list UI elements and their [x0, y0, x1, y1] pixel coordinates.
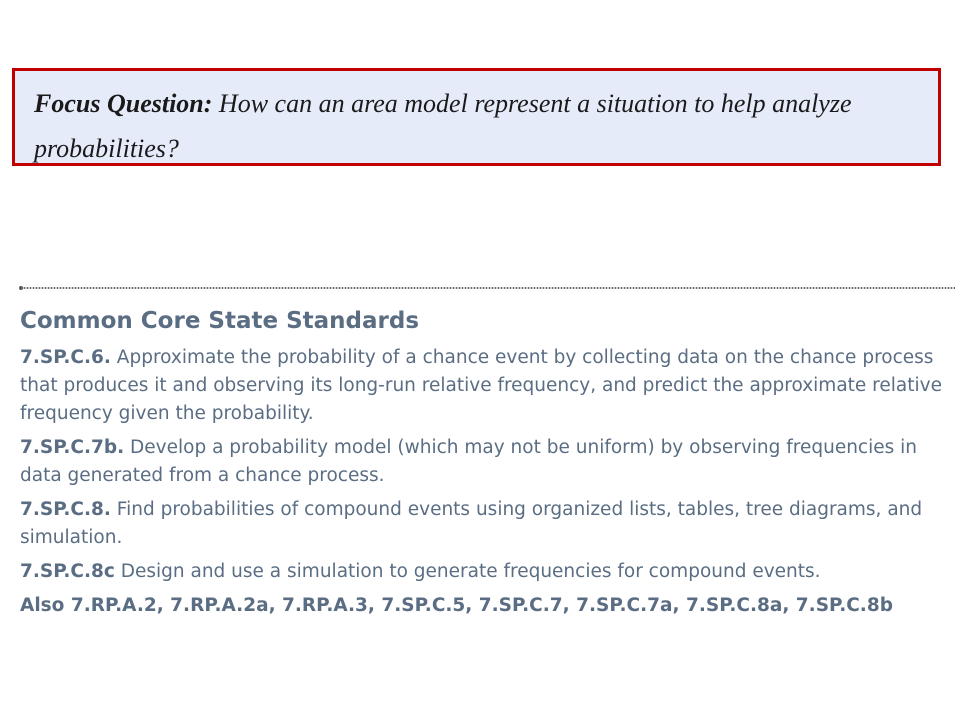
standard-code: 7.SP.C.8. — [20, 499, 111, 520]
also-standards: Also 7.RP.A.2, 7.RP.A.2a, 7.RP.A.3, 7.SP.C.5, 7.SP.C.7, 7.SP.C.7a, 7.SP.C.8a, 7.SP.C.8b — [20, 595, 893, 616]
focus-question-label: Focus Question: — [34, 89, 213, 118]
standard-item-7-sp-c-7b — [20, 434, 955, 490]
dotted-divider — [20, 286, 955, 290]
focus-question-box — [12, 68, 941, 166]
standards-title: Common Core State Standards — [20, 308, 420, 334]
focus-question-body: How can an area model represent a situation to help analyze probabilities? — [34, 89, 852, 163]
standard-text: Approximate the probability of a chance event by collecting data on the chance process that produces it and observing its long-run relative frequency, and predict the approximate relative frequency given the probability. — [20, 347, 942, 424]
standard-code: 7.SP.C.7b. — [20, 437, 125, 458]
standard-text: Design and use a simulation to generate frequencies for compound events. — [114, 561, 821, 582]
standards-section — [20, 305, 955, 620]
standard-text: Develop a probability model (which may not be uniform) by observing frequencies in data generated from a chance process. — [20, 437, 918, 486]
standard-code: 7.SP.C.8c — [20, 561, 115, 582]
standard-text: Find probabilities of compound events using organized lists, tables, tree diagrams, and simulation. — [20, 499, 923, 548]
standard-code: 7.SP.C.6. — [20, 347, 111, 368]
standard-item-7-sp-c-8 — [20, 496, 955, 552]
standard-item-7-sp-c-6 — [20, 344, 955, 428]
standard-item-7-sp-c-8c — [20, 558, 955, 586]
focus-question-text — [34, 81, 934, 171]
